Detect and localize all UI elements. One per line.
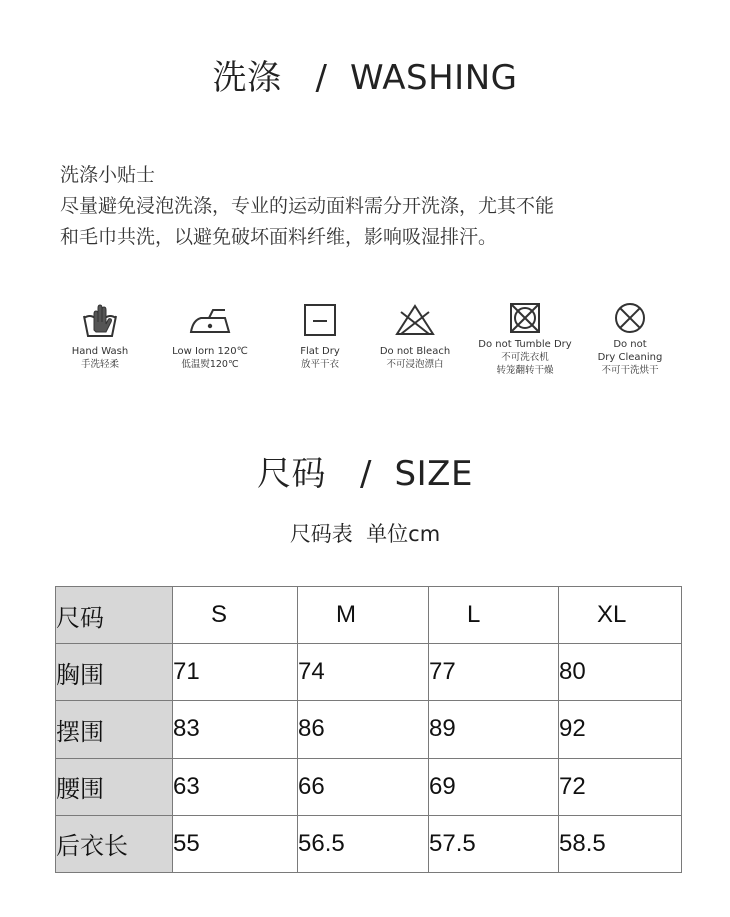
header-cell: L <box>429 587 559 644</box>
tips-line-2: 和毛巾共洗，以避免破坏面料纤维，影响吸湿排汗。 <box>60 226 498 248</box>
no-dry-clean-icon <box>610 300 650 340</box>
header-cell: M <box>298 587 429 644</box>
care-label-en: Do not Tumble Dry <box>478 339 572 350</box>
iron-low-icon <box>187 300 233 340</box>
table-row <box>56 644 682 701</box>
hand-wash-icon <box>78 300 122 340</box>
care-label-cn: 不可干洗烘干 <box>601 365 659 376</box>
care-label-cn: 放平干衣 <box>300 359 339 370</box>
flat-dry-icon <box>300 300 340 340</box>
table-cell: 57.5 <box>429 815 559 872</box>
care-item-hand-wash <box>45 300 155 371</box>
care-item-no-bleach <box>360 300 470 371</box>
table-row <box>56 758 682 815</box>
care-item-flat-dry <box>265 300 375 371</box>
care-label-en-2: Dry Cleaning <box>597 352 663 363</box>
table-cell: 83 <box>173 701 298 758</box>
table-cell: 80 <box>559 644 682 701</box>
header-cell: S <box>173 587 298 644</box>
row-label: 腰围 <box>56 758 173 815</box>
care-label-en: Low Iorn 120℃ <box>172 346 248 357</box>
table-cell: 71 <box>173 644 298 701</box>
table-cell: 66 <box>298 758 429 815</box>
no-bleach-icon <box>393 300 437 340</box>
care-label-en: Hand Wash <box>71 346 129 357</box>
row-label: 摆围 <box>56 701 173 758</box>
size-subtitle: 尺码表 单位cm <box>289 522 441 546</box>
table-header-row <box>56 587 682 644</box>
care-label-en: Do not Bleach <box>379 346 451 357</box>
size-title: 尺码 / SIZE <box>257 454 473 494</box>
no-tumble-dry-icon <box>505 300 545 340</box>
table-cell: 58.5 <box>559 815 682 872</box>
table-cell: 89 <box>429 701 559 758</box>
table-cell: 69 <box>429 758 559 815</box>
care-label-cn: 不可洗衣机 <box>501 352 549 363</box>
care-label-en: Do not <box>613 339 647 350</box>
care-item-no-dry-clean <box>575 300 685 377</box>
header-cell: XL <box>559 587 682 644</box>
care-item-no-tumble-dry <box>467 300 583 377</box>
table-cell: 55 <box>173 815 298 872</box>
row-label: 后衣长 <box>56 815 173 872</box>
row-label: 胸围 <box>56 644 173 701</box>
table-row <box>56 701 682 758</box>
table-cell: 77 <box>429 644 559 701</box>
table-cell: 74 <box>298 644 429 701</box>
table-cell: 63 <box>173 758 298 815</box>
care-label-cn: 低温熨120℃ <box>181 359 239 370</box>
table-cell: 56.5 <box>298 815 429 872</box>
size-table <box>55 586 682 873</box>
care-icons <box>55 300 695 395</box>
table-row <box>56 815 682 872</box>
tips-line-1: 尽量避免浸泡洗涤，专业的运动面料需分开洗涤，尤其不能 <box>60 195 555 217</box>
header-cell: 尺码 <box>56 587 173 644</box>
washing-tips <box>60 160 700 253</box>
table-cell: 92 <box>559 701 682 758</box>
table-cell: 86 <box>298 701 429 758</box>
care-label-cn: 手洗轻柔 <box>80 359 119 370</box>
table-cell: 72 <box>559 758 682 815</box>
washing-title: 洗涤 / WASHING <box>212 58 518 98</box>
care-label-cn: 不可浸泡漂白 <box>386 359 444 370</box>
care-label-cn-2: 转笼翻转干燥 <box>496 365 554 376</box>
tips-heading: 洗涤小贴士 <box>60 164 156 186</box>
care-item-iron <box>155 300 265 371</box>
care-label-en: Flat Dry <box>300 346 340 357</box>
